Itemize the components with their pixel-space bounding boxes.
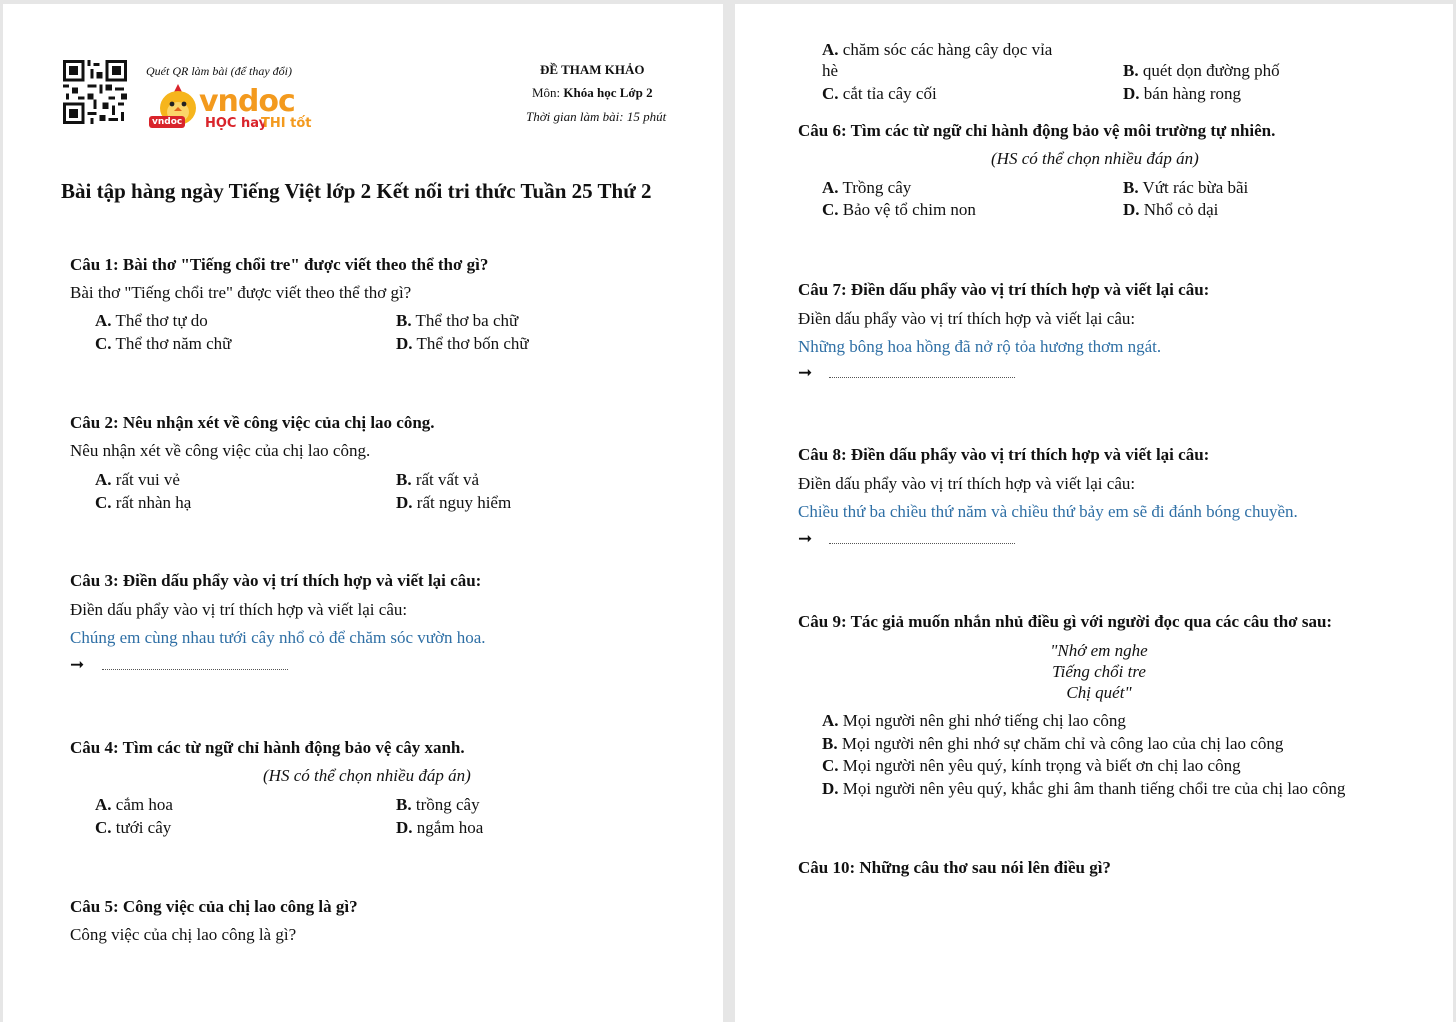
q6-option-d[interactable]: D. Nhổ cỏ dại: [1123, 200, 1219, 219]
q2-option-d[interactable]: D. rất nguy hiểm: [396, 493, 512, 512]
q5-prompt: Công việc của chị lao công là gì?: [70, 925, 297, 944]
q7-title: Câu 7: Điền dấu phẩy vào vị trí thích hợp và viết lại câu:: [798, 280, 1210, 299]
q4-title: Câu 4: Tìm các từ ngữ chỉ hành động bảo vệ cây xanh.: [70, 738, 465, 757]
q4-option-b[interactable]: B. trồng cây: [396, 795, 480, 814]
q9-poem-line-2: Tiếng chổi tre: [1052, 662, 1146, 681]
q6-option-b[interactable]: B. Vứt rác bừa bãi: [1123, 178, 1249, 197]
time-limit: Thời gian làm bài: 15 phút: [526, 109, 667, 124]
subject-line: [532, 85, 653, 101]
q3-prompt: Điền dấu phẩy vào vị trí thích hợp và viết lại câu:: [70, 600, 408, 619]
q9-option-b[interactable]: B. Mọi người nên ghi nhớ sự chăm chỉ và công lao của chị lao công: [822, 734, 1284, 753]
subject-value: Khóa học Lớp 2: [563, 85, 653, 100]
q9-option-d[interactable]: D. Mọi người nên yêu quý, khắc ghi âm thanh tiếng chổi tre của chị lao công: [822, 779, 1346, 798]
q4-option-a[interactable]: A. cắm hoa: [95, 795, 173, 814]
q9-option-c[interactable]: C. Mọi người nên yêu quý, kính trọng và biết ơn chị lao công: [822, 756, 1241, 775]
q1-option-b[interactable]: B. Thể thơ ba chữ: [396, 311, 519, 330]
q7-prompt: Điền dấu phẩy vào vị trí thích hợp và viết lại câu:: [798, 309, 1136, 328]
q8-answer-line[interactable]: [829, 543, 1015, 544]
q10-title: Câu 10: Những câu thơ sau nói lên điều gì?: [798, 858, 1111, 877]
logo-wordmark: vndoc: [199, 84, 295, 119]
q5-option-d[interactable]: D. bán hàng rong: [1123, 84, 1242, 103]
q3-sentence: Chúng em cùng nhau tưới cây nhổ cỏ để chăm sóc vườn hoa.: [70, 628, 486, 647]
q6-note: (HS có thể chọn nhiều đáp án): [991, 149, 1199, 168]
q8-arrow-icon: ➞: [798, 529, 813, 548]
page-title: Bài tập hàng ngày Tiếng Việt lớp 2 Kết nối tri thức Tuần 25 Thứ 2: [61, 179, 652, 203]
q5-option-a-wrap: hè: [822, 61, 839, 80]
q9-poem: [735, 640, 1453, 703]
q7-sentence: Những bông hoa hồng đã nở rộ tỏa hương thơm ngát.: [798, 337, 1162, 356]
q6-title: Câu 6: Tìm các từ ngữ chỉ hành động bảo vệ môi trường tự nhiên.: [798, 121, 1276, 140]
q3-title: Câu 3: Điền dấu phẩy vào vị trí thích hợp và viết lại câu:: [70, 571, 482, 590]
q6-option-a[interactable]: A. Trồng cây: [822, 178, 912, 197]
vndoc-logo[interactable]: [147, 82, 317, 134]
q7-answer-line[interactable]: [829, 377, 1015, 378]
logo-slogan-b: THI tốt: [261, 116, 312, 131]
q9-poem-line-3: Chị quét": [1066, 683, 1132, 702]
q1-option-d[interactable]: D. Thể thơ bốn chữ: [396, 334, 529, 353]
q9-option-a[interactable]: A. Mọi người nên ghi nhớ tiếng chị lao công: [822, 711, 1126, 730]
q8-sentence: Chiều thứ ba chiều thứ năm và chiều thứ bảy em sẽ đi đánh bóng chuyền.: [798, 502, 1298, 521]
q2-option-a[interactable]: A. rất vui vẻ: [95, 470, 180, 489]
q5-title: Câu 5: Công việc của chị lao công là gì?: [70, 897, 358, 916]
logo-small-badge: vndoc: [149, 116, 185, 128]
q5-option-b[interactable]: B. quét dọn đường phố: [1123, 61, 1280, 80]
q5-option-c[interactable]: C. cắt tỉa cây cối: [822, 84, 937, 103]
q9-title: Câu 9: Tác giả muốn nhắn nhủ điều gì với người đọc qua các câu thơ sau:: [798, 612, 1333, 631]
q2-option-b[interactable]: B. rất vất vả: [396, 470, 480, 489]
subject-prefix: Môn:: [532, 85, 564, 100]
logo-slogan-a: HỌC hay: [205, 116, 268, 131]
q1-title: Câu 1: Bài thơ "Tiếng chổi tre" được viết theo thể thơ gì?: [70, 255, 489, 274]
q1-prompt: Bài thơ "Tiếng chổi tre" được viết theo thể thơ gì?: [70, 283, 412, 302]
q7-arrow-icon: ➞: [798, 363, 813, 382]
q4-option-d[interactable]: D. ngắm hoa: [396, 818, 484, 837]
q4-option-c[interactable]: C. tưới cây: [95, 818, 172, 837]
document-page-1: [3, 4, 723, 1022]
q8-title: Câu 8: Điền dấu phẩy vào vị trí thích hợp và viết lại câu:: [798, 445, 1210, 464]
q9-poem-line-1: "Nhớ em nghe: [1050, 641, 1148, 660]
q3-arrow-icon: ➞: [70, 655, 85, 674]
q3-answer-line[interactable]: [102, 669, 288, 670]
q2-title: Câu 2: Nêu nhận xét về công việc của chị lao công.: [70, 413, 435, 432]
qr-code-icon[interactable]: [63, 60, 127, 124]
scan-qr-caption: Quét QR làm bài (để thay đổi): [146, 64, 292, 78]
q5-option-a[interactable]: A. chăm sóc các hàng cây dọc vỉa: [822, 40, 1053, 59]
q1-option-c[interactable]: C. Thể thơ năm chữ: [95, 334, 232, 353]
q4-note: (HS có thể chọn nhiều đáp án): [263, 766, 471, 785]
q2-option-c[interactable]: C. rất nhàn hạ: [95, 493, 192, 512]
q2-prompt: Nêu nhận xét về công việc của chị lao công.: [70, 441, 371, 460]
document-page-2: [735, 4, 1453, 1022]
exam-label: ĐỀ THAM KHẢO: [540, 62, 645, 77]
q8-prompt: Điền dấu phẩy vào vị trí thích hợp và viết lại câu:: [798, 474, 1136, 493]
q1-option-a[interactable]: A. Thể thơ tự do: [95, 311, 208, 330]
q6-option-c[interactable]: C. Bảo vệ tổ chim non: [822, 200, 976, 219]
